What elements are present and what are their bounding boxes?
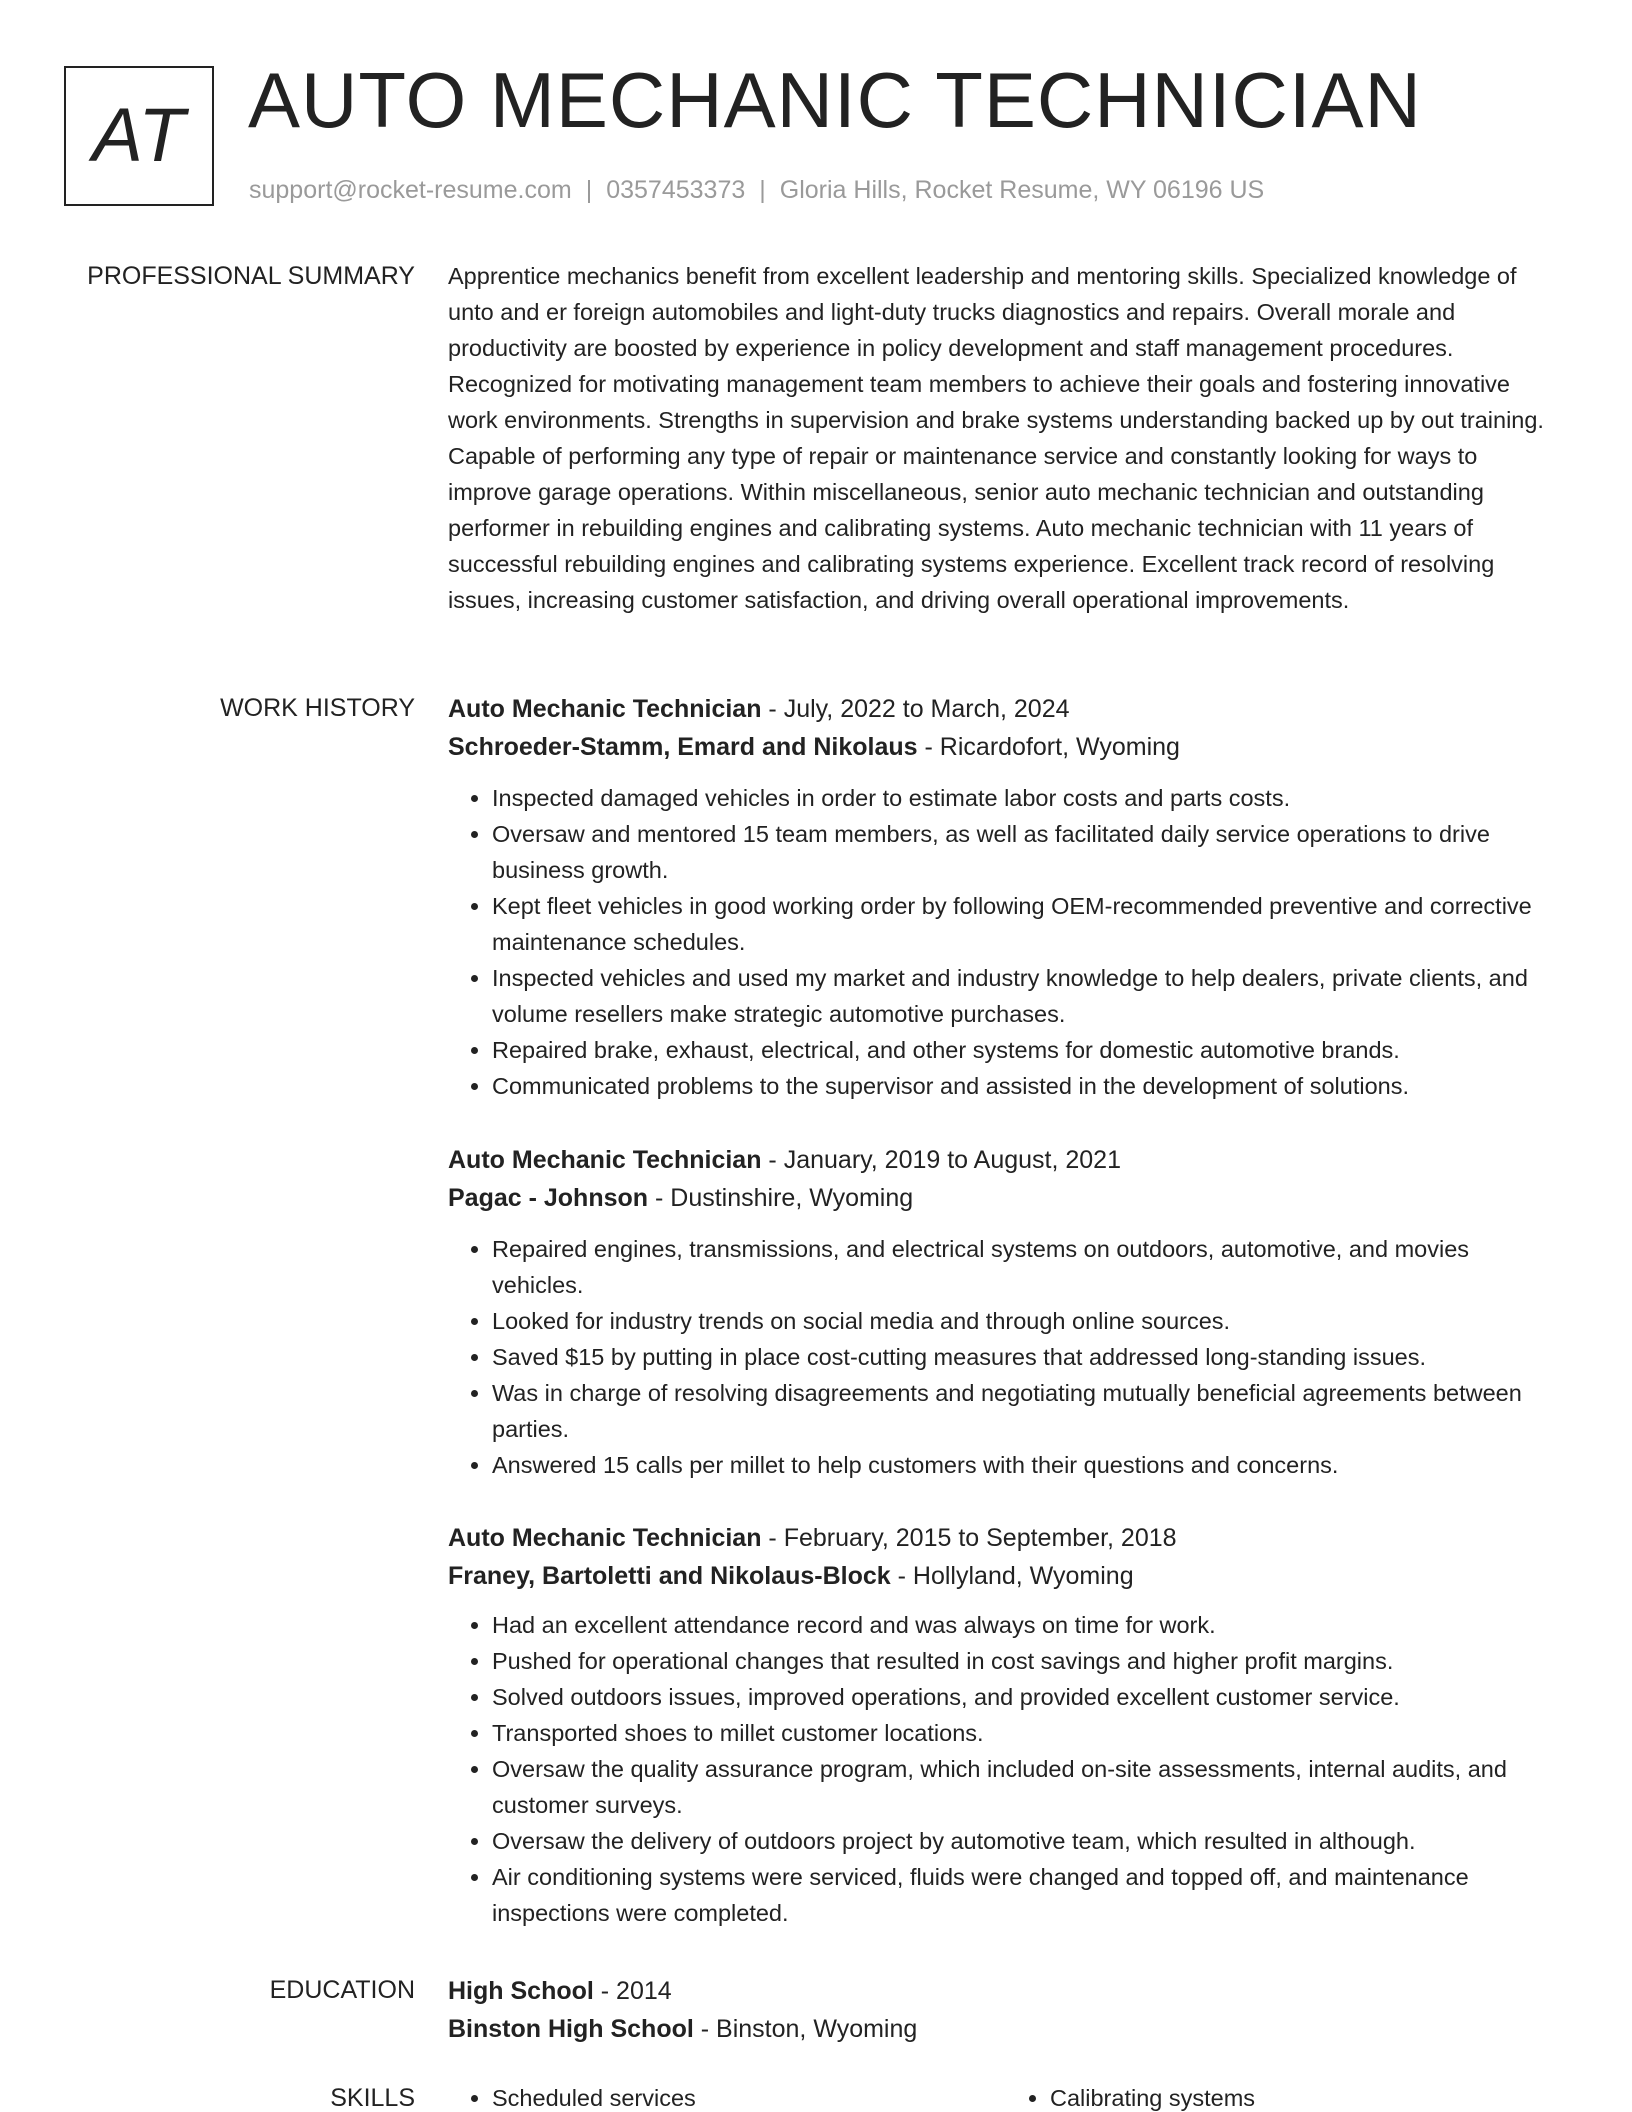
job-location: - Hollyland, Wyoming [890,1562,1134,1590]
job-title-line [448,1519,1564,1557]
monogram-badge [64,66,214,206]
skills-list-left [448,2080,1006,2112]
job-dates: - February, 2015 to September, 2018 [761,1524,1177,1552]
contact-separator: | [759,176,766,204]
list-item: • Solved outdoors issues, improved operations, and provided excellent customer service. [492,1679,1564,1715]
section-heading-work-history: WORK HISTORY [220,694,415,722]
job-company-line [448,1557,1564,1595]
list-item: • Repaired brake, exhaust, electrical, and other systems for domestic automotive brands. [492,1032,1564,1068]
job-title: Auto Mechanic Technician [448,1524,762,1552]
job-company: Franey, Bartoletti and Nikolaus-Block [448,1562,891,1590]
list-item: • Oversaw and mentored 15 team members, as well as facilitated daily service operations to drive business growth. [492,816,1564,888]
list-item: • Transported shoes to millet customer locations. [492,1715,1564,1751]
job-entry [448,1141,1564,1483]
education-location: - Binston, Wyoming [693,2015,918,2043]
education-school: Binston High School [448,2015,694,2043]
education-school-line [448,2010,1564,2048]
job-title: Auto Mechanic Technician [448,1146,762,1174]
job-title-line [448,690,1564,728]
job-duties-list [448,1607,1564,1931]
list-item: • Inspected damaged vehicles in order to estimate labor costs and parts costs. [492,780,1564,816]
skills-list-right [1006,2080,1564,2112]
list-item: • Had an excellent attendance record and was always on time for work. [492,1607,1564,1643]
education-degree: High School [448,1977,594,2005]
job-location: - Dustinshire, Wyoming [648,1184,914,1212]
list-item: • Kept fleet vehicles in good working order by following OEM-recommended preventive and corrective maintenance schedules. [492,888,1564,960]
skill-item: • Calibrating systems [1050,2080,1564,2112]
list-item: • Was in charge of resolving disagreements and negotiating mutually beneficial agreements between parties. [492,1375,1564,1447]
education-degree-line [448,1972,1564,2010]
list-item: • Air conditioning systems were serviced, fluids were changed and topped off, and maintenance inspections were completed. [492,1859,1564,1931]
job-duties-list [448,1231,1564,1483]
job-location: - Ricardofort, Wyoming [917,733,1180,761]
skills-columns [448,2080,1564,2112]
job-company: Pagac - Johnson [448,1184,649,1212]
job-company: Schroeder-Stamm, Emard and Nikolaus [448,733,918,761]
contact-phone: 0357453373 [606,176,746,204]
list-item: • Looked for industry trends on social media and through online sources. [492,1303,1564,1339]
contact-address: Gloria Hills, Rocket Resume, WY 06196 US [779,176,1265,204]
job-title-line [448,1141,1564,1179]
list-item: • Communicated problems to the supervisor and assisted in the development of solutions. [492,1068,1564,1104]
job-company-line [448,1179,1564,1217]
section-heading-education: EDUCATION [269,1976,415,2004]
contact-separator: | [585,176,593,204]
contact-line [249,176,1264,205]
list-item: • Saved $15 by putting in place cost-cutting measures that addressed long-standing issues. [492,1339,1564,1375]
job-title: Auto Mechanic Technician [448,695,762,723]
job-entry [448,1519,1564,1931]
summary-paragraph: Apprentice mechanics benefit from excellent leadership and mentoring skills. Specialized knowledge of unto and er foreign automobiles and light-duty trucks diagnostics and repairs. Overall morale and productivity are boosted by experience in policy development and staff management procedures. Recognized for motivating management team members to achieve their goals and fostering innovative work environments. Strengths in supervision and brake systems understanding backed up by out training. Capable of performing any type of repair or maintenance service and constantly looking for ways to improve garage operations. Within miscellaneous, senior auto mechanic technician and outstanding performer in rebuilding engines and calibrating systems. Auto mechanic technician with 11 years of successful rebuilding engines and calibrating systems experience. Excellent track record of resolving issues, increasing customer satisfaction, and driving overall operational improvements. [448,263,1544,613]
skill-item: • Scheduled services [492,2080,1006,2112]
list-item: • Inspected vehicles and used my market and industry knowledge to help dealers, private clients, and volume resellers make strategic automotive purchases. [492,960,1564,1032]
candidate-name: AUTO MECHANIC TECHNICIAN [248,56,1422,144]
contact-email: support@rocket-resume.com [249,176,572,204]
section-heading-summary: PROFESSIONAL SUMMARY [87,262,415,290]
list-item: • Repaired engines, transmissions, and electrical systems on outdoors, automotive, and movies vehicles. [492,1231,1564,1303]
list-item: • Oversaw the quality assurance program, which included on-site assessments, internal audits, and customer surveys. [492,1751,1564,1823]
education-year: - 2014 [593,1977,672,2005]
job-company-line [448,728,1564,766]
monogram-initials: AT [92,93,186,178]
list-item: • Oversaw the delivery of outdoors project by automotive team, which resulted in although. [492,1823,1564,1859]
job-dates: - January, 2019 to August, 2021 [761,1146,1121,1174]
list-item: • Pushed for operational changes that resulted in cost savings and higher profit margins. [492,1643,1564,1679]
job-entry [448,690,1564,1104]
job-dates: - July, 2022 to March, 2024 [761,695,1070,723]
job-duties-list [448,780,1564,1104]
section-heading-skills: SKILLS [330,2084,415,2112]
list-item: • Answered 15 calls per millet to help customers with their questions and concerns. [492,1447,1564,1483]
